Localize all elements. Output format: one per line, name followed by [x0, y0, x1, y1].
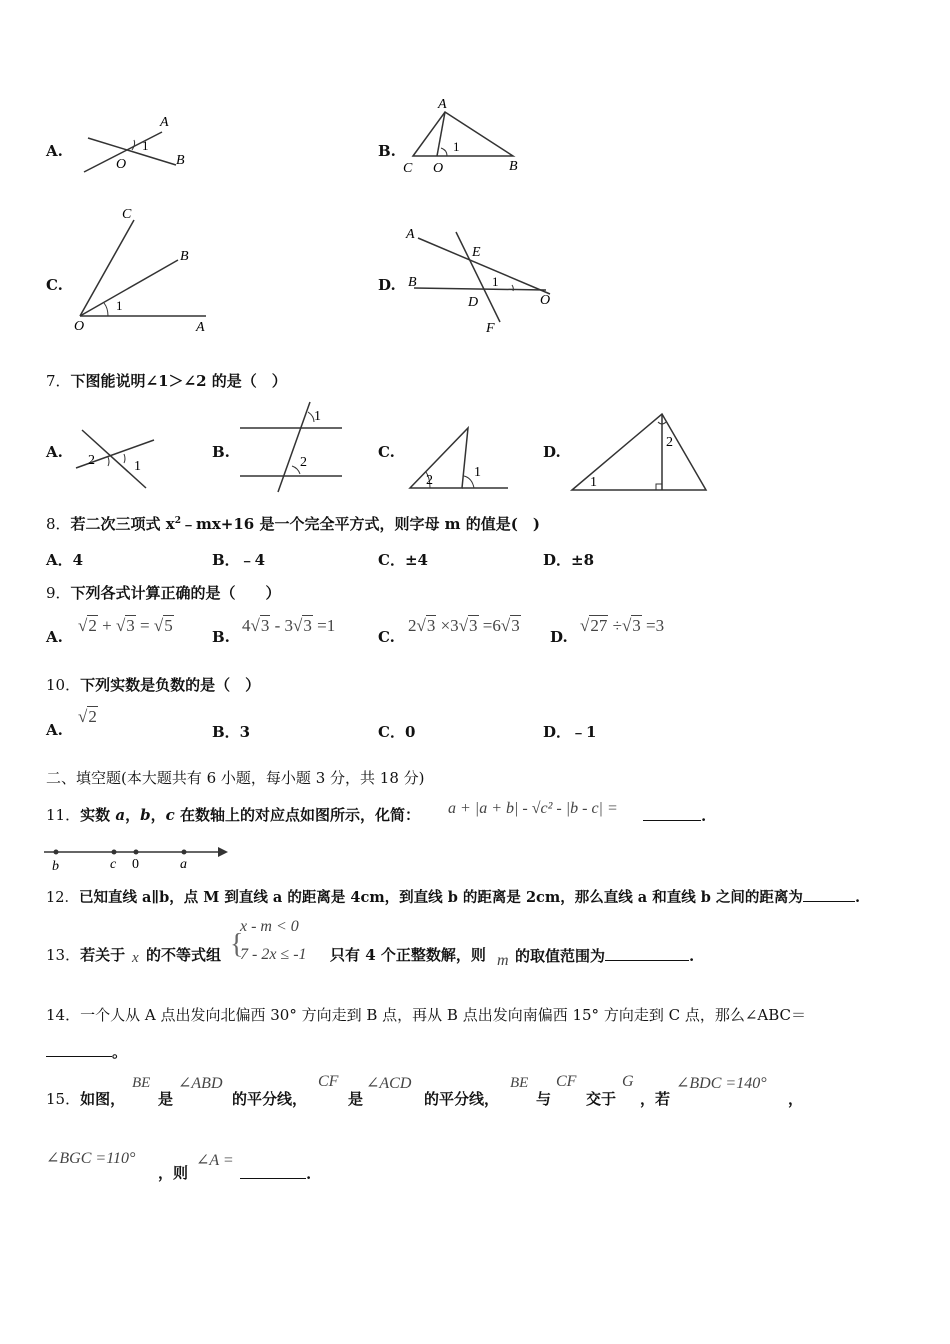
question-number: 12．: [46, 890, 79, 906]
section-2-heading: 二、填空题(本大题共有 6 小题，每小题 3 分，共 18 分): [46, 769, 425, 787]
point-label-o: O: [433, 161, 444, 176]
q15-text-4: 是: [348, 1090, 364, 1108]
q12-answer-blank[interactable]: [803, 885, 855, 902]
q13-inequality-1: x - m < 0: [240, 918, 299, 935]
question-text-post: ﹣mx+16 是一个完全平方式，则字母 m 的值是( ): [180, 515, 540, 533]
question-number: 8．: [46, 515, 71, 533]
point-label-e: E: [472, 245, 481, 260]
q13-text-3: 只有 4 个正整数解，则: [330, 946, 486, 964]
q7-figure-a: [72, 424, 162, 494]
point-label-a: A: [196, 320, 205, 335]
q15-angle-acd: ∠ACD: [366, 1075, 412, 1092]
q9-option-a-expr: √2 + √3 = √5: [78, 616, 173, 635]
point-label-b: B: [180, 249, 189, 264]
q11-number-line: [40, 838, 236, 874]
question-number: 10．: [46, 676, 81, 694]
question-14: [46, 1004, 806, 1025]
question-15: 15．如图，: [46, 1090, 126, 1108]
q15-cf: CF: [318, 1073, 339, 1090]
axis-label-c: c: [110, 857, 117, 872]
q6-figure-a: [80, 108, 220, 180]
q15-text-3: 的平分线，: [232, 1090, 308, 1108]
q15-angle-bgc: ∠BGC =110°: [46, 1150, 136, 1167]
question-number: 15．: [46, 1090, 81, 1108]
q15-text-9: ，: [788, 1090, 804, 1108]
angle-label-1: 1: [116, 298, 123, 313]
q6-option-a-label: A.: [46, 142, 63, 160]
question-9: [46, 582, 281, 603]
q6-figure-c: [68, 200, 218, 336]
q8-option-a: A．4: [46, 551, 84, 569]
q8-option-d: D．±8: [543, 551, 595, 569]
q11-answer-blank[interactable]: .: [643, 804, 706, 825]
q9-option-c-expr: 2√3 ×3√3 =6√3: [408, 616, 520, 635]
q10-option-d: D．﹣1: [543, 723, 597, 741]
point-a: [182, 850, 187, 855]
point-label-o: O: [74, 319, 85, 334]
point-c: [112, 850, 117, 855]
exponent: 2: [174, 516, 181, 526]
q15-cf-2: CF: [556, 1073, 577, 1090]
q7-figure-b: [236, 400, 348, 496]
question-number: 13．: [46, 946, 81, 964]
q10-option-a-expr: √2: [78, 707, 97, 726]
q15-be-2: BE: [510, 1075, 529, 1091]
q6-option-b-label: B.: [378, 142, 396, 160]
question-number: 14．: [46, 1006, 81, 1024]
point-label-a: A: [160, 115, 169, 130]
q13-var-x: x: [132, 950, 139, 966]
point-label-c: C: [403, 161, 413, 176]
angle-label-1: 1: [590, 475, 597, 490]
question-10: [46, 674, 260, 695]
q9-option-d-label: D.: [550, 628, 568, 646]
angle-label-1: 1: [474, 465, 481, 480]
q15-text-2: 是: [158, 1090, 174, 1108]
q14-answer-line: 。: [46, 1040, 127, 1062]
question-text: 下列各式计算正确的是（ ）: [70, 584, 281, 602]
q15-angle-bdc: ∠BDC =140°: [676, 1075, 767, 1092]
point-label-d: D: [468, 295, 479, 310]
point-label-b: B: [176, 153, 185, 168]
point-label-a: A: [438, 97, 447, 112]
q13-answer-blank[interactable]: [605, 944, 689, 961]
point-label-a: A: [406, 227, 415, 242]
q9-option-b-expr: 4√3 - 3√3 =1: [242, 616, 336, 635]
q15-text-6: 与: [536, 1090, 552, 1108]
question-number: 9．: [46, 584, 71, 602]
q9-option-c-label: C.: [378, 628, 395, 646]
q8-option-c: C．±4: [378, 551, 428, 569]
question-text: 下图能说明∠1＞∠2 的是（ ）: [70, 372, 287, 390]
q15-text-5: 的平分线，: [424, 1090, 500, 1108]
q9-option-b-label: B.: [212, 628, 230, 646]
q15-text-10: ，则: [158, 1164, 189, 1182]
q6-option-d-label: D.: [378, 276, 396, 294]
q8-option-b: B．﹣4: [212, 551, 266, 569]
angle-label-2: 2: [426, 473, 433, 488]
question-text: 下列实数是负数的是（ ）: [80, 676, 261, 694]
q15-text-8: ，若: [640, 1090, 671, 1108]
q13-text-4: 的取值范围为 .: [515, 944, 694, 966]
point-zero: [134, 850, 139, 855]
q13-text-2: 的不等式组: [146, 946, 222, 964]
axis-label-b: b: [52, 859, 59, 874]
point-label-c: C: [122, 207, 132, 222]
angle-label-2: 2: [88, 453, 95, 468]
angle-label-2: 2: [666, 435, 673, 450]
q15-be: BE: [132, 1075, 151, 1091]
q13-inequality-2: 7 - 2x ≤ -1: [240, 946, 307, 963]
question-number: 7．: [46, 372, 71, 390]
point-label-b: B: [509, 159, 518, 174]
q7-figure-d: [568, 408, 710, 496]
q14-answer-blank[interactable]: [46, 1040, 112, 1057]
q7-option-d-label: D.: [543, 443, 561, 461]
axis-label-a: a: [180, 857, 187, 872]
q15-angle-abd: ∠ABD: [178, 1075, 223, 1092]
q10-option-a-label: A.: [46, 721, 63, 739]
angle-label-2: 2: [300, 455, 307, 470]
q10-option-b: B．3: [212, 723, 251, 741]
question-11: 11．实数 a，b，c 在数轴上的对应点如图所示，化简：: [46, 806, 420, 824]
q13-var-m: m: [497, 952, 509, 969]
q15-g: G: [622, 1073, 634, 1090]
question-text: 已知直线 a∥b，点 M 到直线 a 的距离是 4cm，到直线 b 的距离是 2cm，那么直线 a 和直线 b 之间的距离为: [78, 889, 803, 906]
question-13: 13．若关于: [46, 946, 126, 964]
question-8: [46, 513, 540, 534]
q15-text-7: 交于: [586, 1090, 617, 1108]
q11-expression: a + |a + b| - √c² - |b - c| =: [448, 800, 618, 817]
angle-label-1: 1: [453, 139, 460, 154]
q15-answer-blank[interactable]: [240, 1162, 306, 1179]
question-number: 11．: [46, 806, 81, 824]
point-label-f: F: [486, 321, 495, 336]
q10-option-c: C．0: [378, 723, 416, 741]
q9-option-d-expr: √27 ÷√3 =3: [580, 616, 665, 635]
q6-figure-b: [395, 94, 535, 178]
angle-label-1: 1: [134, 459, 141, 474]
q7-option-a-label: A.: [46, 443, 63, 461]
q7-figure-c: [404, 420, 514, 496]
q7-option-b-label: B.: [212, 443, 230, 461]
point-b: [54, 850, 59, 855]
question-text: 一个人从 A 点出发向北偏西 30° 方向走到 B 点，再从 B 点出发向南偏西 15° 方向走到 C 点，那么∠ABC＝: [80, 1006, 807, 1024]
point-label-b: B: [408, 275, 417, 290]
question-12: 12．已知直线 a∥b，点 M 到直线 a 的距离是 4cm，到直线 b 的距离是 2cm，那么直线 a 和直线 b 之间的距离为 .: [46, 885, 860, 907]
q15-answer-line: .: [240, 1162, 311, 1183]
angle-label-1: 1: [142, 138, 149, 153]
q7-option-c-label: C.: [378, 443, 395, 461]
angle-label-1: 1: [492, 274, 499, 289]
q6-option-c-label: C.: [46, 276, 63, 294]
point-label-o: O: [540, 293, 551, 308]
angle-label-1: 1: [314, 409, 321, 424]
question-7: [46, 370, 287, 391]
question-text-pre: 若二次三项式 x: [70, 515, 175, 533]
q9-option-a-label: A.: [46, 628, 63, 646]
point-label-o: O: [116, 157, 127, 172]
q6-figure-d: [400, 222, 560, 338]
axis-label-zero: 0: [132, 857, 139, 872]
q13-brace: {: [230, 929, 244, 960]
q15-angle-a: ∠A =: [196, 1152, 234, 1169]
